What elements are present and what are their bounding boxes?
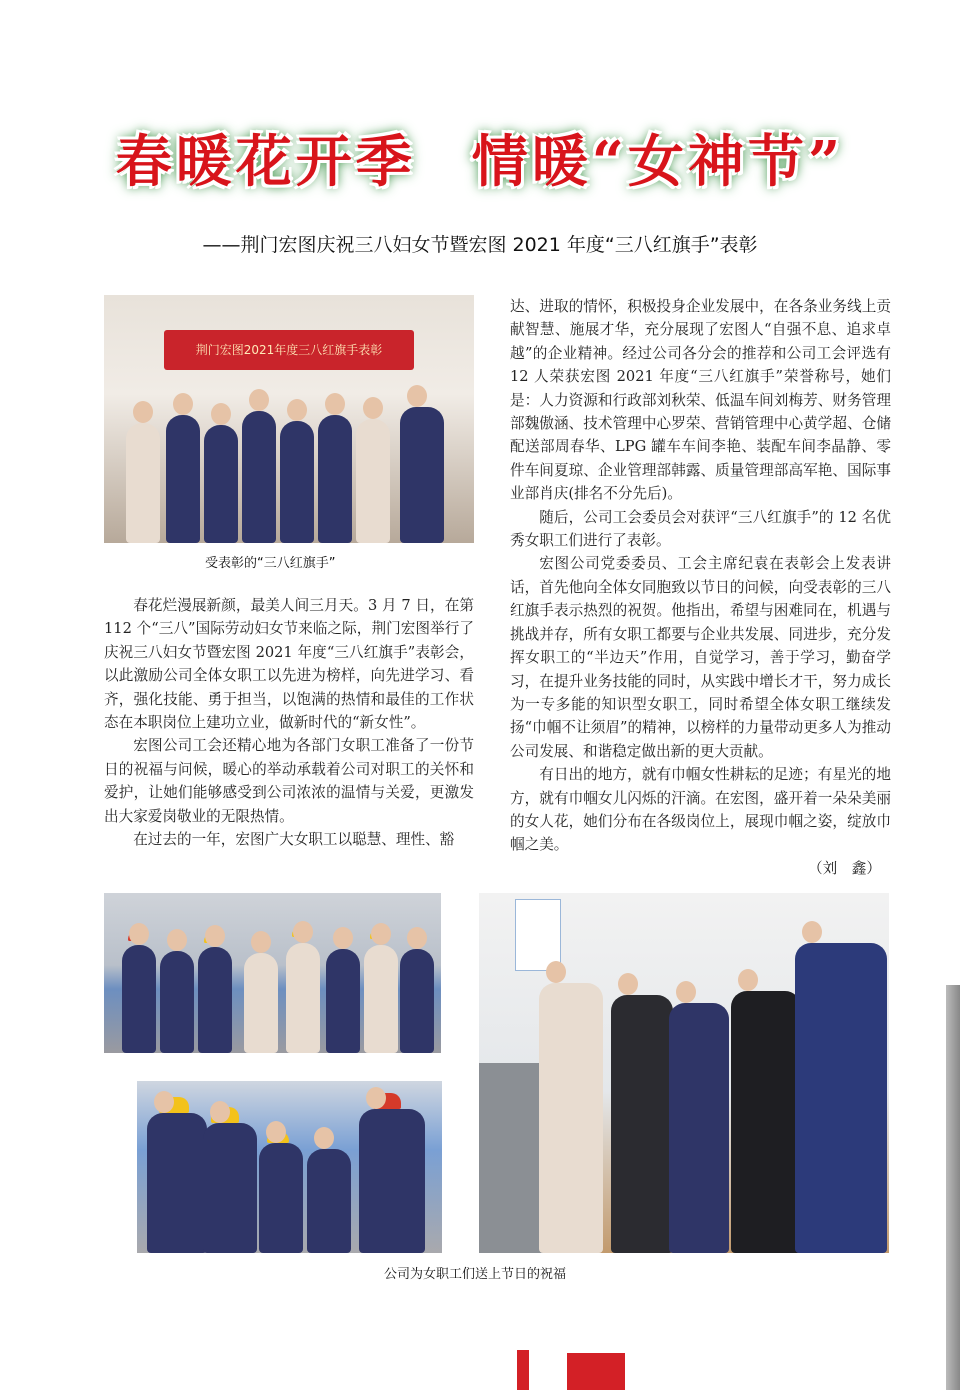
footer-mark — [567, 1353, 625, 1390]
person — [204, 425, 238, 543]
paragraph: 在过去的一年，宏图广大女职工以聪慧、理性、豁 — [133, 831, 455, 849]
paragraph: 宏图公司党委委员、工会主席纪袁在表彰会上发表讲话，首先他向全体女同胞致以节日的问候，向受表彰的三八红旗手表示热烈的祝贺。他指出，希望与困难同在，机遇与挑战并存，所有女职工都要与企业共发展、同进步，充分发挥女职工的“半边天”作用，自觉学习，善于学习，勤奋学习，在提升业务技能的同时，从实践中增长才干，努力成长为一专多能的知识型女职工，同时希望全体女职工继续发扬“巾帼不让须眉”的精神，以榜样的力量带动更多人为推动公司发展、和谐稳定做出新的更大贡献。 — [510, 555, 891, 760]
person — [286, 943, 320, 1053]
person — [539, 983, 603, 1253]
headline-part1: 春暖花开季 — [115, 129, 416, 195]
person — [400, 949, 434, 1053]
paragraph: 宏图公司工会还精心地为各部门女职工准备了一份节日的祝福与问候，暖心的举动承载着公司对职工的关怀和爱护，让她们能够感受到公司浓浓的温情与关爱，更激发出大家爱岗敬业的无限热情。 — [104, 737, 474, 825]
headline — [0, 118, 960, 198]
person — [280, 421, 314, 543]
person — [795, 943, 887, 1253]
person — [611, 995, 673, 1253]
main-photo-caption: 受表彰的“三八红旗手” — [205, 556, 336, 571]
person — [669, 1003, 729, 1253]
paragraph-continuation: 达、进取的情怀，积极投身企业发展中，在各条业务线上贡献智慧、施展才华，充分展现了宏图人“自强不息、追求卓越”的企业精神。经过公司各分会的推荐和公司工会评选有 12 人荣获宏图 2021 年度“三八红旗手”荣誉称号，她们是：人力资源和行政部刘秋荣、低温车间刘梅芳、财务管理部魏傲涵、技术管理中心罗荣、营销管理中心黄学超、仓储配送部周春华、LPG 罐车车间李艳、装配车间李晶静、零件车间夏琼、企业管理部韩露、质量管理部高军艳、国际事业部肖庆(排名不分先后)。 — [510, 298, 891, 503]
person — [160, 951, 194, 1053]
paragraph: 随后，公司工会委员会对获评“三八红旗手”的 12 名优秀女职工们进行了表彰。 — [510, 508, 891, 550]
person — [259, 1143, 303, 1253]
person — [731, 991, 801, 1253]
person — [400, 407, 444, 543]
page-edge-decoration — [946, 985, 960, 1390]
person — [307, 1149, 351, 1253]
person — [244, 953, 278, 1053]
person — [203, 1123, 257, 1253]
subtitle: ——荆门宏图庆祝三八妇女节暨宏图 2021 年度“三八红旗手”表彰 — [202, 234, 758, 256]
person — [318, 415, 352, 543]
person — [198, 947, 232, 1053]
office-photo — [479, 893, 889, 1253]
person — [122, 945, 156, 1053]
left-column — [104, 594, 474, 851]
person — [364, 945, 398, 1053]
headline-part2: 情暖“女神节” — [471, 129, 845, 195]
bottom-photos-caption: 公司为女职工们送上节日的祝福 — [384, 1267, 567, 1282]
person — [166, 415, 200, 543]
footer-mark — [517, 1350, 529, 1390]
person — [359, 1109, 425, 1253]
person — [356, 419, 390, 543]
paragraph: 有日出的地方，就有巾帼女性耕耘的足迹；有星光的地方，就有巾帼女儿闪烁的汗滴。在宏图，盛开着一朵朵美丽的女人花，她们分布在各级岗位上，展现巾帼之姿，绽放巾帼之美。 — [510, 766, 891, 854]
author: （刘 鑫） — [808, 859, 881, 877]
person — [242, 411, 276, 543]
worksite-photo-2 — [137, 1081, 442, 1253]
person — [147, 1113, 207, 1253]
right-column — [510, 295, 891, 880]
photo-banner: 荆门宏图2021年度三八红旗手表彰 — [164, 330, 414, 370]
person — [126, 423, 160, 543]
group-photo — [104, 295, 474, 543]
person — [326, 949, 360, 1053]
worksite-photo-1 — [104, 893, 441, 1053]
paragraph: 春花烂漫展新颜，最美人间三月天。3 月 7 日，在第 112 个“三八”国际劳动妇女节来临之际，荆门宏图举行了庆祝三八妇女节暨宏图 2021 年度“三八红旗手”表彰会，以此激励公司全体女职工以先进为榜样，向先进学习、看齐，强化技能、勇于担当，以饱满的热情和最佳的工作状态在本职岗位上建功立业，做新时代的“新女性”。 — [104, 597, 474, 732]
